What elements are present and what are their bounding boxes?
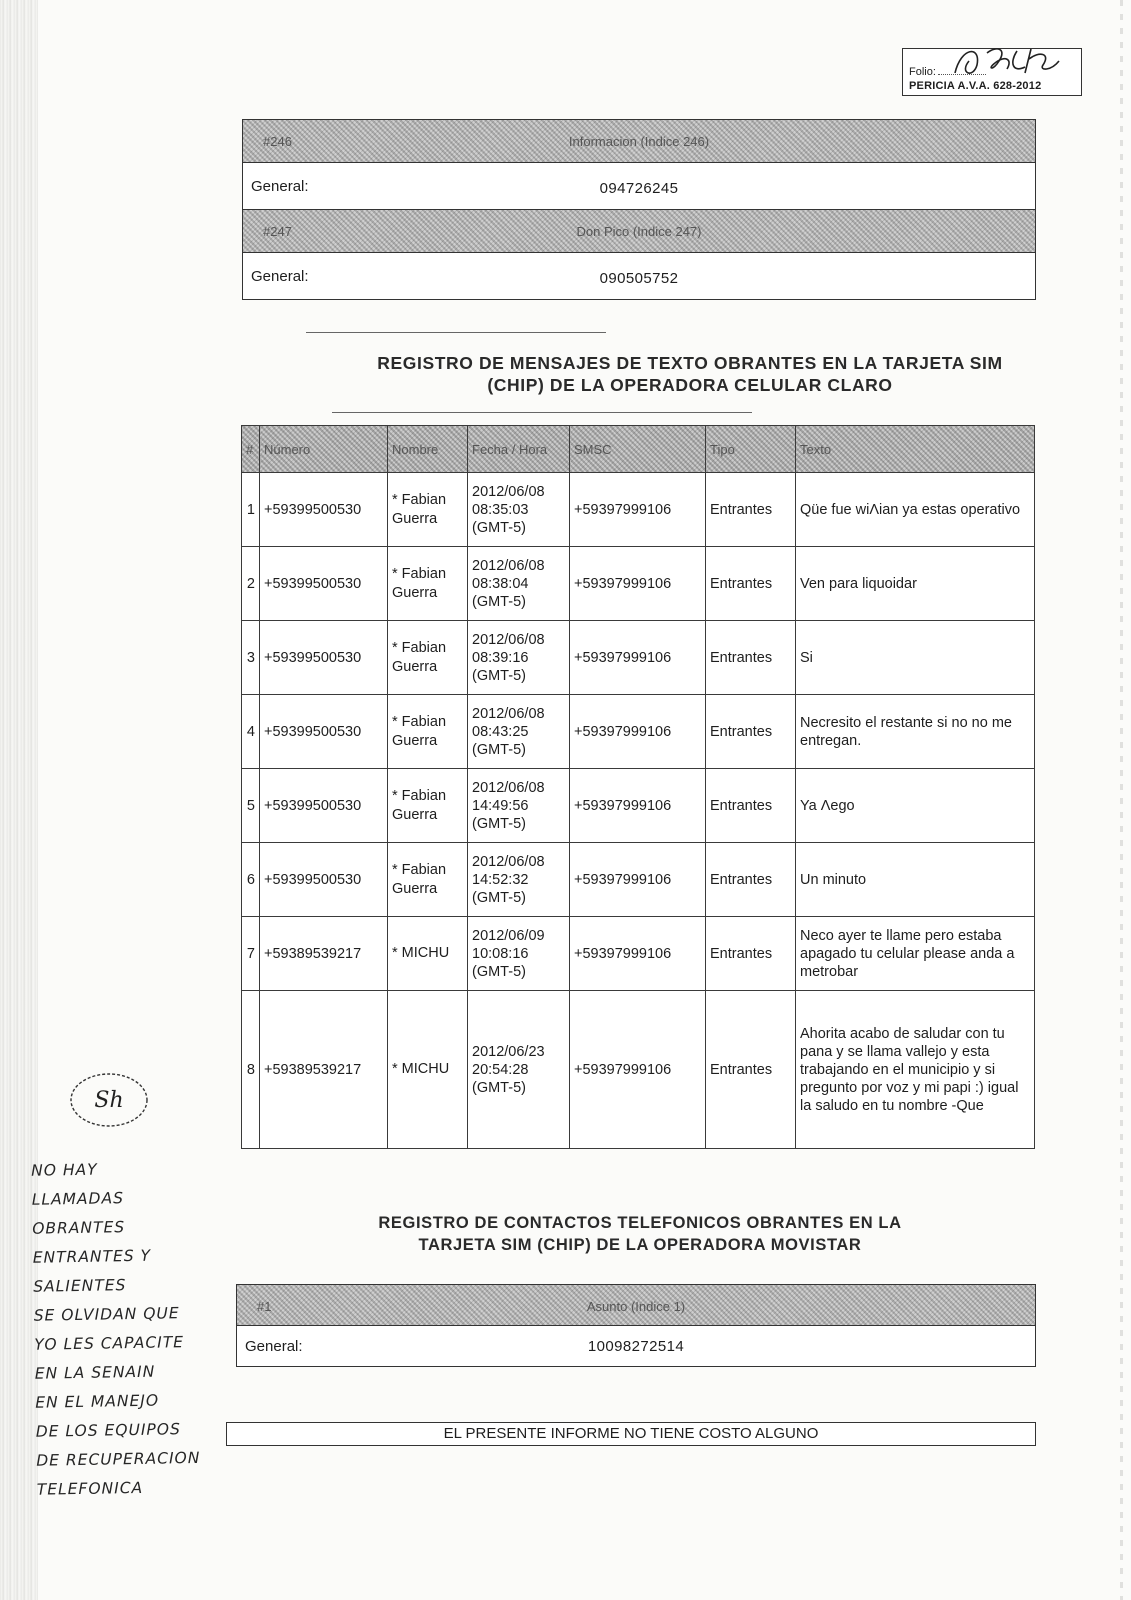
row-date: 2012/06/08 — [472, 853, 545, 870]
contact-index: #246 — [263, 134, 292, 149]
row-tipo: Entrantes — [706, 843, 796, 917]
note-line: ENTRANTES Y — [32, 1246, 152, 1267]
sms-table-header — [242, 426, 1035, 473]
stamp-circle-icon — [64, 1065, 154, 1135]
row-fecha — [468, 695, 570, 769]
row-timezone: (GMT-5) — [472, 667, 526, 684]
row-nombre: * MICHU — [388, 991, 468, 1149]
row-fecha — [468, 547, 570, 621]
table-row — [242, 547, 1035, 621]
row-tipo: Entrantes — [706, 917, 796, 991]
row-time: 08:39:16 — [472, 649, 529, 666]
contact-name: Asunto (Indice 1) — [586, 1299, 686, 1314]
contact-field-label: General: — [251, 178, 309, 195]
contact-entry — [242, 119, 1036, 210]
row-nombre: * Fabian Guerra — [388, 473, 468, 547]
row-nombre: * Fabian Guerra — [388, 769, 468, 843]
note-line: DE LOS EQUIPOS — [35, 1420, 181, 1441]
row-index: 3 — [242, 621, 260, 695]
row-texto: Un minuto — [796, 843, 1035, 917]
row-tipo: Entrantes — [706, 621, 796, 695]
table-row — [242, 917, 1035, 991]
contact-field-label: General: — [245, 1338, 303, 1355]
row-timezone: (GMT-5) — [472, 593, 526, 610]
row-smsc: +59397999106 — [570, 621, 706, 695]
table-row — [242, 769, 1035, 843]
row-time: 20:54:28 — [472, 1061, 529, 1078]
row-time: 14:49:56 — [472, 797, 529, 814]
row-smsc: +59397999106 — [570, 695, 706, 769]
contact-field-label: General: — [251, 268, 309, 285]
row-texto: Si — [796, 621, 1035, 695]
title-bracket-bottom — [332, 412, 752, 413]
note-line: SE OLVIDAN QUE — [33, 1304, 180, 1325]
row-date: 2012/06/08 — [472, 705, 545, 722]
sms-title-line-1: REGISTRO DE MENSAJES DE TEXTO OBRANTES EN LA TARJETA SIM — [377, 353, 1003, 373]
contacts-title-line-1: REGISTRO DE CONTACTOS TELEFONICOS OBRANTES EN LA — [378, 1214, 902, 1232]
contact-field-row — [243, 253, 1035, 299]
row-texto: Necresito el restante si no no me entregan. — [796, 695, 1035, 769]
row-texto: Ven para liquoidar — [796, 547, 1035, 621]
row-timezone: (GMT-5) — [472, 963, 526, 980]
contact-name: Informacion (Indice 246) — [568, 134, 710, 149]
contacts-section-title — [250, 1212, 1030, 1256]
row-nombre: * Fabian Guerra — [388, 695, 468, 769]
row-tipo: Entrantes — [706, 473, 796, 547]
row-nombre: * Fabian Guerra — [388, 547, 468, 621]
row-numero: +59399500530 — [260, 473, 388, 547]
contact-phone: 090505752 — [599, 270, 679, 287]
contact-phone: 10098272514 — [587, 1338, 685, 1355]
row-fecha — [468, 473, 570, 547]
row-numero: +59399500530 — [260, 621, 388, 695]
table-row — [242, 843, 1035, 917]
col-header-nombre: Nombre — [388, 426, 468, 473]
note-line: NO HAY — [31, 1160, 98, 1180]
row-numero: +59389539217 — [260, 917, 388, 991]
stamp-initials: Sh — [94, 1088, 124, 1113]
row-numero: +59399500530 — [260, 695, 388, 769]
row-smsc: +59397999106 — [570, 769, 706, 843]
note-line: YO LES CAPACITE — [34, 1333, 185, 1354]
note-line: EN LA SENAIN — [34, 1362, 156, 1383]
row-index: 6 — [242, 843, 260, 917]
sms-section-title — [300, 352, 1080, 396]
row-timezone: (GMT-5) — [472, 741, 526, 758]
folio-label: Folio: — [909, 66, 936, 78]
row-index: 8 — [242, 991, 260, 1149]
row-index: 7 — [242, 917, 260, 991]
contact-entry — [242, 209, 1036, 300]
row-time: 10:08:16 — [472, 945, 529, 962]
table-row — [242, 991, 1035, 1149]
row-fecha — [468, 769, 570, 843]
col-header-index: # — [242, 426, 260, 473]
row-time: 08:43:25 — [472, 723, 529, 740]
row-timezone: (GMT-5) — [472, 815, 526, 832]
row-numero: +59399500530 — [260, 769, 388, 843]
row-fecha — [468, 917, 570, 991]
row-smsc: +59397999106 — [570, 917, 706, 991]
col-header-tipo: Tipo — [706, 426, 796, 473]
row-tipo: Entrantes — [706, 547, 796, 621]
contact-field-row — [237, 1326, 1035, 1366]
row-fecha — [468, 843, 570, 917]
row-tipo: Entrantes — [706, 695, 796, 769]
initials-stamp — [64, 1065, 154, 1140]
row-tipo: Entrantes — [706, 991, 796, 1149]
row-nombre: * Fabian Guerra — [388, 621, 468, 695]
col-header-texto: Texto — [796, 426, 1035, 473]
row-date: 2012/06/08 — [472, 631, 545, 648]
row-date: 2012/06/23 — [472, 1043, 545, 1060]
sms-title-line-2: (CHIP) DE LA OPERADORA CELULAR CLARO — [487, 375, 893, 395]
folio-dots — [938, 74, 986, 75]
table-row — [242, 473, 1035, 547]
row-smsc: +59397999106 — [570, 547, 706, 621]
contact-field-row — [243, 163, 1035, 209]
note-line: TELEFONICA — [36, 1478, 144, 1499]
row-date: 2012/06/09 — [472, 927, 545, 944]
handwritten-note — [31, 1153, 237, 1504]
row-texto: Ya Λego — [796, 769, 1035, 843]
row-texto: Qüe fue wiΛian ya estas operativo — [796, 473, 1035, 547]
row-index: 1 — [242, 473, 260, 547]
folio-box — [902, 48, 1082, 96]
row-date: 2012/06/08 — [472, 557, 545, 574]
row-fecha — [468, 621, 570, 695]
table-row — [242, 695, 1035, 769]
footer-notice: EL PRESENTE INFORME NO TIENE COSTO ALGUNO — [226, 1422, 1036, 1446]
note-line: DE RECUPERACION — [36, 1448, 201, 1470]
row-numero: +59399500530 — [260, 547, 388, 621]
row-texto: Neco ayer te llame pero estaba apagado tu celular please anda a metrobar — [796, 917, 1035, 991]
contact-header — [243, 120, 1035, 163]
col-header-smsc: SMSC — [570, 426, 706, 473]
row-smsc: +59397999106 — [570, 473, 706, 547]
row-tipo: Entrantes — [706, 769, 796, 843]
contact-header — [243, 210, 1035, 253]
contact-phone: 094726245 — [599, 180, 679, 197]
row-numero: +59399500530 — [260, 843, 388, 917]
col-header-numero: Número — [260, 426, 388, 473]
folio-label-row — [909, 65, 986, 79]
row-timezone: (GMT-5) — [472, 1079, 526, 1096]
table-row — [242, 621, 1035, 695]
row-time: 08:38:04 — [472, 575, 529, 592]
row-index: 5 — [242, 769, 260, 843]
row-smsc: +59397999106 — [570, 843, 706, 917]
sms-table — [241, 425, 1035, 1149]
row-time: 08:35:03 — [472, 501, 529, 518]
row-index: 4 — [242, 695, 260, 769]
row-date: 2012/06/08 — [472, 483, 545, 500]
row-timezone: (GMT-5) — [472, 889, 526, 906]
row-nombre: * MICHU — [388, 917, 468, 991]
note-line: SALIENTES — [33, 1276, 127, 1296]
row-timezone: (GMT-5) — [472, 519, 526, 536]
contact-index: #247 — [263, 224, 292, 239]
title-bracket-top — [306, 332, 606, 333]
note-line: LLAMADAS — [31, 1189, 125, 1209]
note-line: OBRANTES — [32, 1218, 126, 1238]
contact-entry — [236, 1284, 1036, 1367]
contact-name: Don Pico (Indice 247) — [576, 224, 702, 239]
row-fecha — [468, 991, 570, 1149]
col-header-fecha: Fecha / Hora — [468, 426, 570, 473]
row-numero: +59389539217 — [260, 991, 388, 1149]
scan-edge-artifact-right — [1120, 0, 1123, 1600]
row-time: 14:52:32 — [472, 871, 529, 888]
row-nombre: * Fabian Guerra — [388, 843, 468, 917]
contact-header — [237, 1285, 1035, 1326]
note-line: EN EL MANEJO — [35, 1391, 160, 1412]
row-smsc: +59397999106 — [570, 991, 706, 1149]
row-index: 2 — [242, 547, 260, 621]
contacts-title-line-2: TARJETA SIM (CHIP) DE LA OPERADORA MOVISTAR — [418, 1236, 862, 1254]
folio-reference: PERICIA A.V.A. 628-2012 — [909, 80, 1042, 92]
contact-index: #1 — [257, 1299, 272, 1314]
scan-edge-artifact — [0, 0, 38, 1600]
row-date: 2012/06/08 — [472, 779, 545, 796]
row-texto: Ahorita acabo de saludar con tu pana y se llama vallejo y esta trabajando en el municipio y si pregunto por voz y mi papi :) igual la saludo en tu nombre -Que — [796, 991, 1035, 1149]
